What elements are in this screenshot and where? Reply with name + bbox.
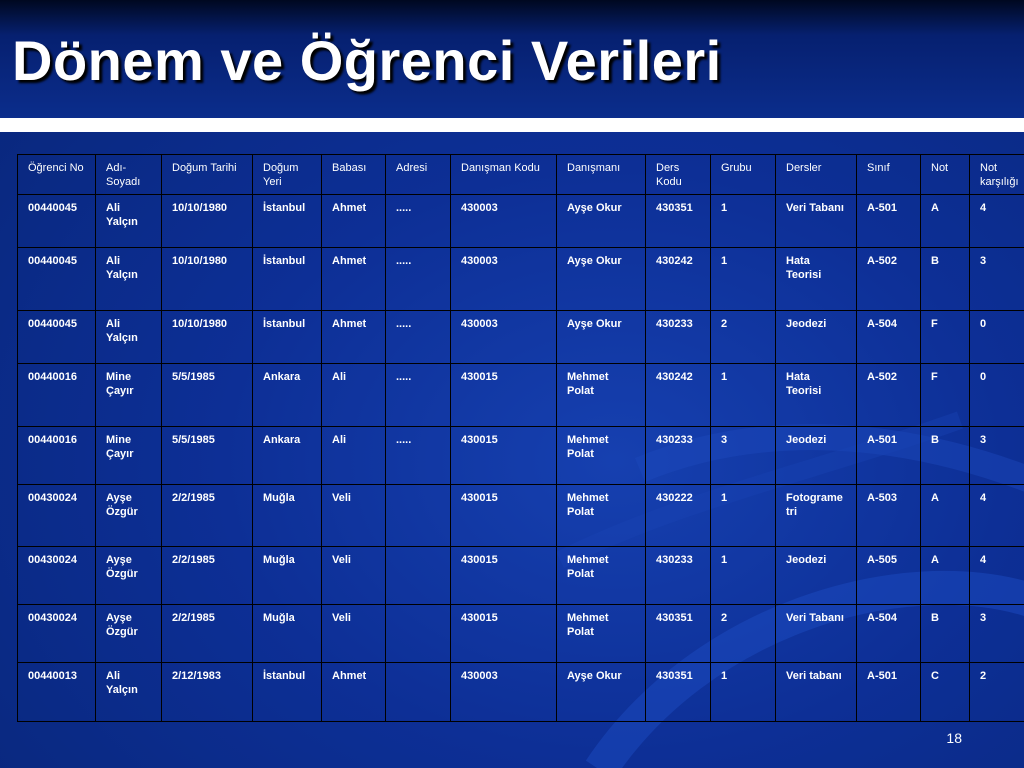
table-cell: A — [921, 195, 970, 248]
table-cell: 430015 — [451, 485, 557, 547]
table-cell: ..... — [386, 311, 451, 364]
table-cell: ..... — [386, 195, 451, 248]
table-row — [18, 427, 1024, 485]
title-underline — [0, 118, 1024, 132]
table-cell: 00440016 — [18, 364, 96, 427]
table-cell: 10/10/1980 — [162, 195, 253, 248]
table-cell: 4 — [970, 547, 1024, 605]
table-cell: 3 — [970, 605, 1024, 663]
table-cell: Ahmet — [322, 195, 386, 248]
table-cell: 430233 — [646, 547, 711, 605]
table-cell: ..... — [386, 248, 451, 311]
column-header: Doğum Yeri — [253, 155, 322, 195]
column-header: Dersler — [776, 155, 857, 195]
table-cell: F — [921, 311, 970, 364]
table-cell: Ali Yalçın — [96, 248, 162, 311]
student-data-table — [17, 154, 1024, 722]
table-cell: Ahmet — [322, 248, 386, 311]
table-cell: Ali Yalçın — [96, 663, 162, 722]
table-cell: 430003 — [451, 311, 557, 364]
column-header: Adresi — [386, 155, 451, 195]
table-cell: A-501 — [857, 195, 921, 248]
table-cell: Veri Tabanı — [776, 605, 857, 663]
table-cell: Ayşe Özgür — [96, 605, 162, 663]
table-cell: 2/2/1985 — [162, 485, 253, 547]
table-cell: Veri tabanı — [776, 663, 857, 722]
table-cell: Ankara — [253, 427, 322, 485]
table-cell: Ali Yalçın — [96, 195, 162, 248]
table-cell: B — [921, 427, 970, 485]
header-row — [18, 155, 1024, 195]
table-cell: Ayşe Okur — [557, 663, 646, 722]
table-cell: 0 — [970, 364, 1024, 427]
table-cell: 4 — [970, 485, 1024, 547]
table-cell: Fotogrametri — [776, 485, 857, 547]
table-cell: 2/2/1985 — [162, 547, 253, 605]
table-row — [18, 547, 1024, 605]
table-cell: 3 — [970, 427, 1024, 485]
table-cell: Ali — [322, 364, 386, 427]
table-cell: B — [921, 605, 970, 663]
table-cell: 430003 — [451, 195, 557, 248]
table-cell: Ayşe Okur — [557, 248, 646, 311]
table-cell: 5/5/1985 — [162, 364, 253, 427]
table-cell: 430015 — [451, 427, 557, 485]
table-cell: Jeodezi — [776, 547, 857, 605]
table-body — [18, 195, 1024, 722]
table-cell: 2/12/1983 — [162, 663, 253, 722]
table-header — [18, 155, 1024, 195]
table-cell: 4 — [970, 195, 1024, 248]
table-cell: 5/5/1985 — [162, 427, 253, 485]
table-cell: ..... — [386, 364, 451, 427]
table-cell: Ayşe Okur — [557, 311, 646, 364]
table-cell: Ankara — [253, 364, 322, 427]
table-row — [18, 485, 1024, 547]
table-cell — [386, 663, 451, 722]
table-cell: 430233 — [646, 311, 711, 364]
table-cell: A-501 — [857, 427, 921, 485]
table-cell: 430242 — [646, 248, 711, 311]
table-cell: Veli — [322, 485, 386, 547]
column-header: Not — [921, 155, 970, 195]
table-cell: 00430024 — [18, 605, 96, 663]
table-cell: Mehmet Polat — [557, 547, 646, 605]
table-cell: C — [921, 663, 970, 722]
table-cell: Ahmet — [322, 311, 386, 364]
table-cell: A-504 — [857, 311, 921, 364]
table-cell: A-503 — [857, 485, 921, 547]
table-cell: Mehmet Polat — [557, 485, 646, 547]
table-row — [18, 248, 1024, 311]
table-cell: İstanbul — [253, 248, 322, 311]
table-cell: Mine Çayır — [96, 364, 162, 427]
table-cell: Jeodezi — [776, 311, 857, 364]
table-cell: Jeodezi — [776, 427, 857, 485]
table-cell: A-504 — [857, 605, 921, 663]
table-cell: A — [921, 547, 970, 605]
table-cell: A-505 — [857, 547, 921, 605]
table-cell: Muğla — [253, 605, 322, 663]
table-cell: A — [921, 485, 970, 547]
table-cell: 430015 — [451, 605, 557, 663]
table-row — [18, 311, 1024, 364]
table-row — [18, 195, 1024, 248]
table-cell: Mehmet Polat — [557, 364, 646, 427]
table-cell: 2 — [711, 311, 776, 364]
table-cell: ..... — [386, 427, 451, 485]
table-cell: B — [921, 248, 970, 311]
table-cell: 430351 — [646, 605, 711, 663]
column-header: Danışman Kodu — [451, 155, 557, 195]
table-cell: 1 — [711, 485, 776, 547]
table-cell: 430351 — [646, 663, 711, 722]
column-header: Sınıf — [857, 155, 921, 195]
table-cell — [386, 547, 451, 605]
column-header: Danışmanı — [557, 155, 646, 195]
table-cell: Veli — [322, 605, 386, 663]
table-cell: 2 — [970, 663, 1024, 722]
table-cell — [386, 485, 451, 547]
column-header: Not karşılığı — [970, 155, 1024, 195]
table-cell: 00440016 — [18, 427, 96, 485]
table-cell: Muğla — [253, 547, 322, 605]
table-row — [18, 364, 1024, 427]
table-cell: 430222 — [646, 485, 711, 547]
table-cell: Ali — [322, 427, 386, 485]
table-cell: 430015 — [451, 364, 557, 427]
table-cell: 2/2/1985 — [162, 605, 253, 663]
column-header: Öğrenci No — [18, 155, 96, 195]
table-cell: 00440045 — [18, 195, 96, 248]
column-header: Ders Kodu — [646, 155, 711, 195]
table-cell: İstanbul — [253, 195, 322, 248]
table-cell: 1 — [711, 248, 776, 311]
column-header: Babası — [322, 155, 386, 195]
table-cell: 00440045 — [18, 311, 96, 364]
table-cell: 430003 — [451, 248, 557, 311]
page-number: 18 — [946, 730, 962, 746]
table-cell: 2 — [711, 605, 776, 663]
table-cell: 10/10/1980 — [162, 311, 253, 364]
table-cell: İstanbul — [253, 663, 322, 722]
table-cell: 430015 — [451, 547, 557, 605]
table-cell: 00430024 — [18, 547, 96, 605]
table-cell: 430233 — [646, 427, 711, 485]
table-cell: A-501 — [857, 663, 921, 722]
table-row — [18, 605, 1024, 663]
table-cell: Ayşe Özgür — [96, 485, 162, 547]
table-cell: 430003 — [451, 663, 557, 722]
table-cell: Ayşe Okur — [557, 195, 646, 248]
table-cell: Hata Teorisi — [776, 364, 857, 427]
table-cell: Ali Yalçın — [96, 311, 162, 364]
table-cell: Ayşe Özgür — [96, 547, 162, 605]
table-cell: 0 — [970, 311, 1024, 364]
table-cell: Mehmet Polat — [557, 605, 646, 663]
table-cell: İstanbul — [253, 311, 322, 364]
table-cell: 00440045 — [18, 248, 96, 311]
table-cell: Muğla — [253, 485, 322, 547]
table-cell: 00430024 — [18, 485, 96, 547]
table-cell: 00440013 — [18, 663, 96, 722]
table-cell: Hata Teorisi — [776, 248, 857, 311]
column-header: Doğum Tarihi — [162, 155, 253, 195]
table-cell: 1 — [711, 663, 776, 722]
table-cell: Mine Çayır — [96, 427, 162, 485]
table-cell — [386, 605, 451, 663]
column-header: Adı-Soyadı — [96, 155, 162, 195]
table-cell: Mehmet Polat — [557, 427, 646, 485]
table-cell: 10/10/1980 — [162, 248, 253, 311]
slide-title: Dönem ve Öğrenci Verileri — [12, 29, 722, 92]
table-cell: Veli — [322, 547, 386, 605]
table-cell: Ahmet — [322, 663, 386, 722]
table-cell: 1 — [711, 195, 776, 248]
column-header: Grubu — [711, 155, 776, 195]
table-row — [18, 663, 1024, 722]
table-cell: A-502 — [857, 248, 921, 311]
table-cell: 430351 — [646, 195, 711, 248]
table-cell: Veri Tabanı — [776, 195, 857, 248]
table-cell: 1 — [711, 364, 776, 427]
table-cell: F — [921, 364, 970, 427]
table-cell: 1 — [711, 547, 776, 605]
table-cell: 3 — [711, 427, 776, 485]
table-cell: 430242 — [646, 364, 711, 427]
table-cell: 3 — [970, 248, 1024, 311]
table-cell: A-502 — [857, 364, 921, 427]
